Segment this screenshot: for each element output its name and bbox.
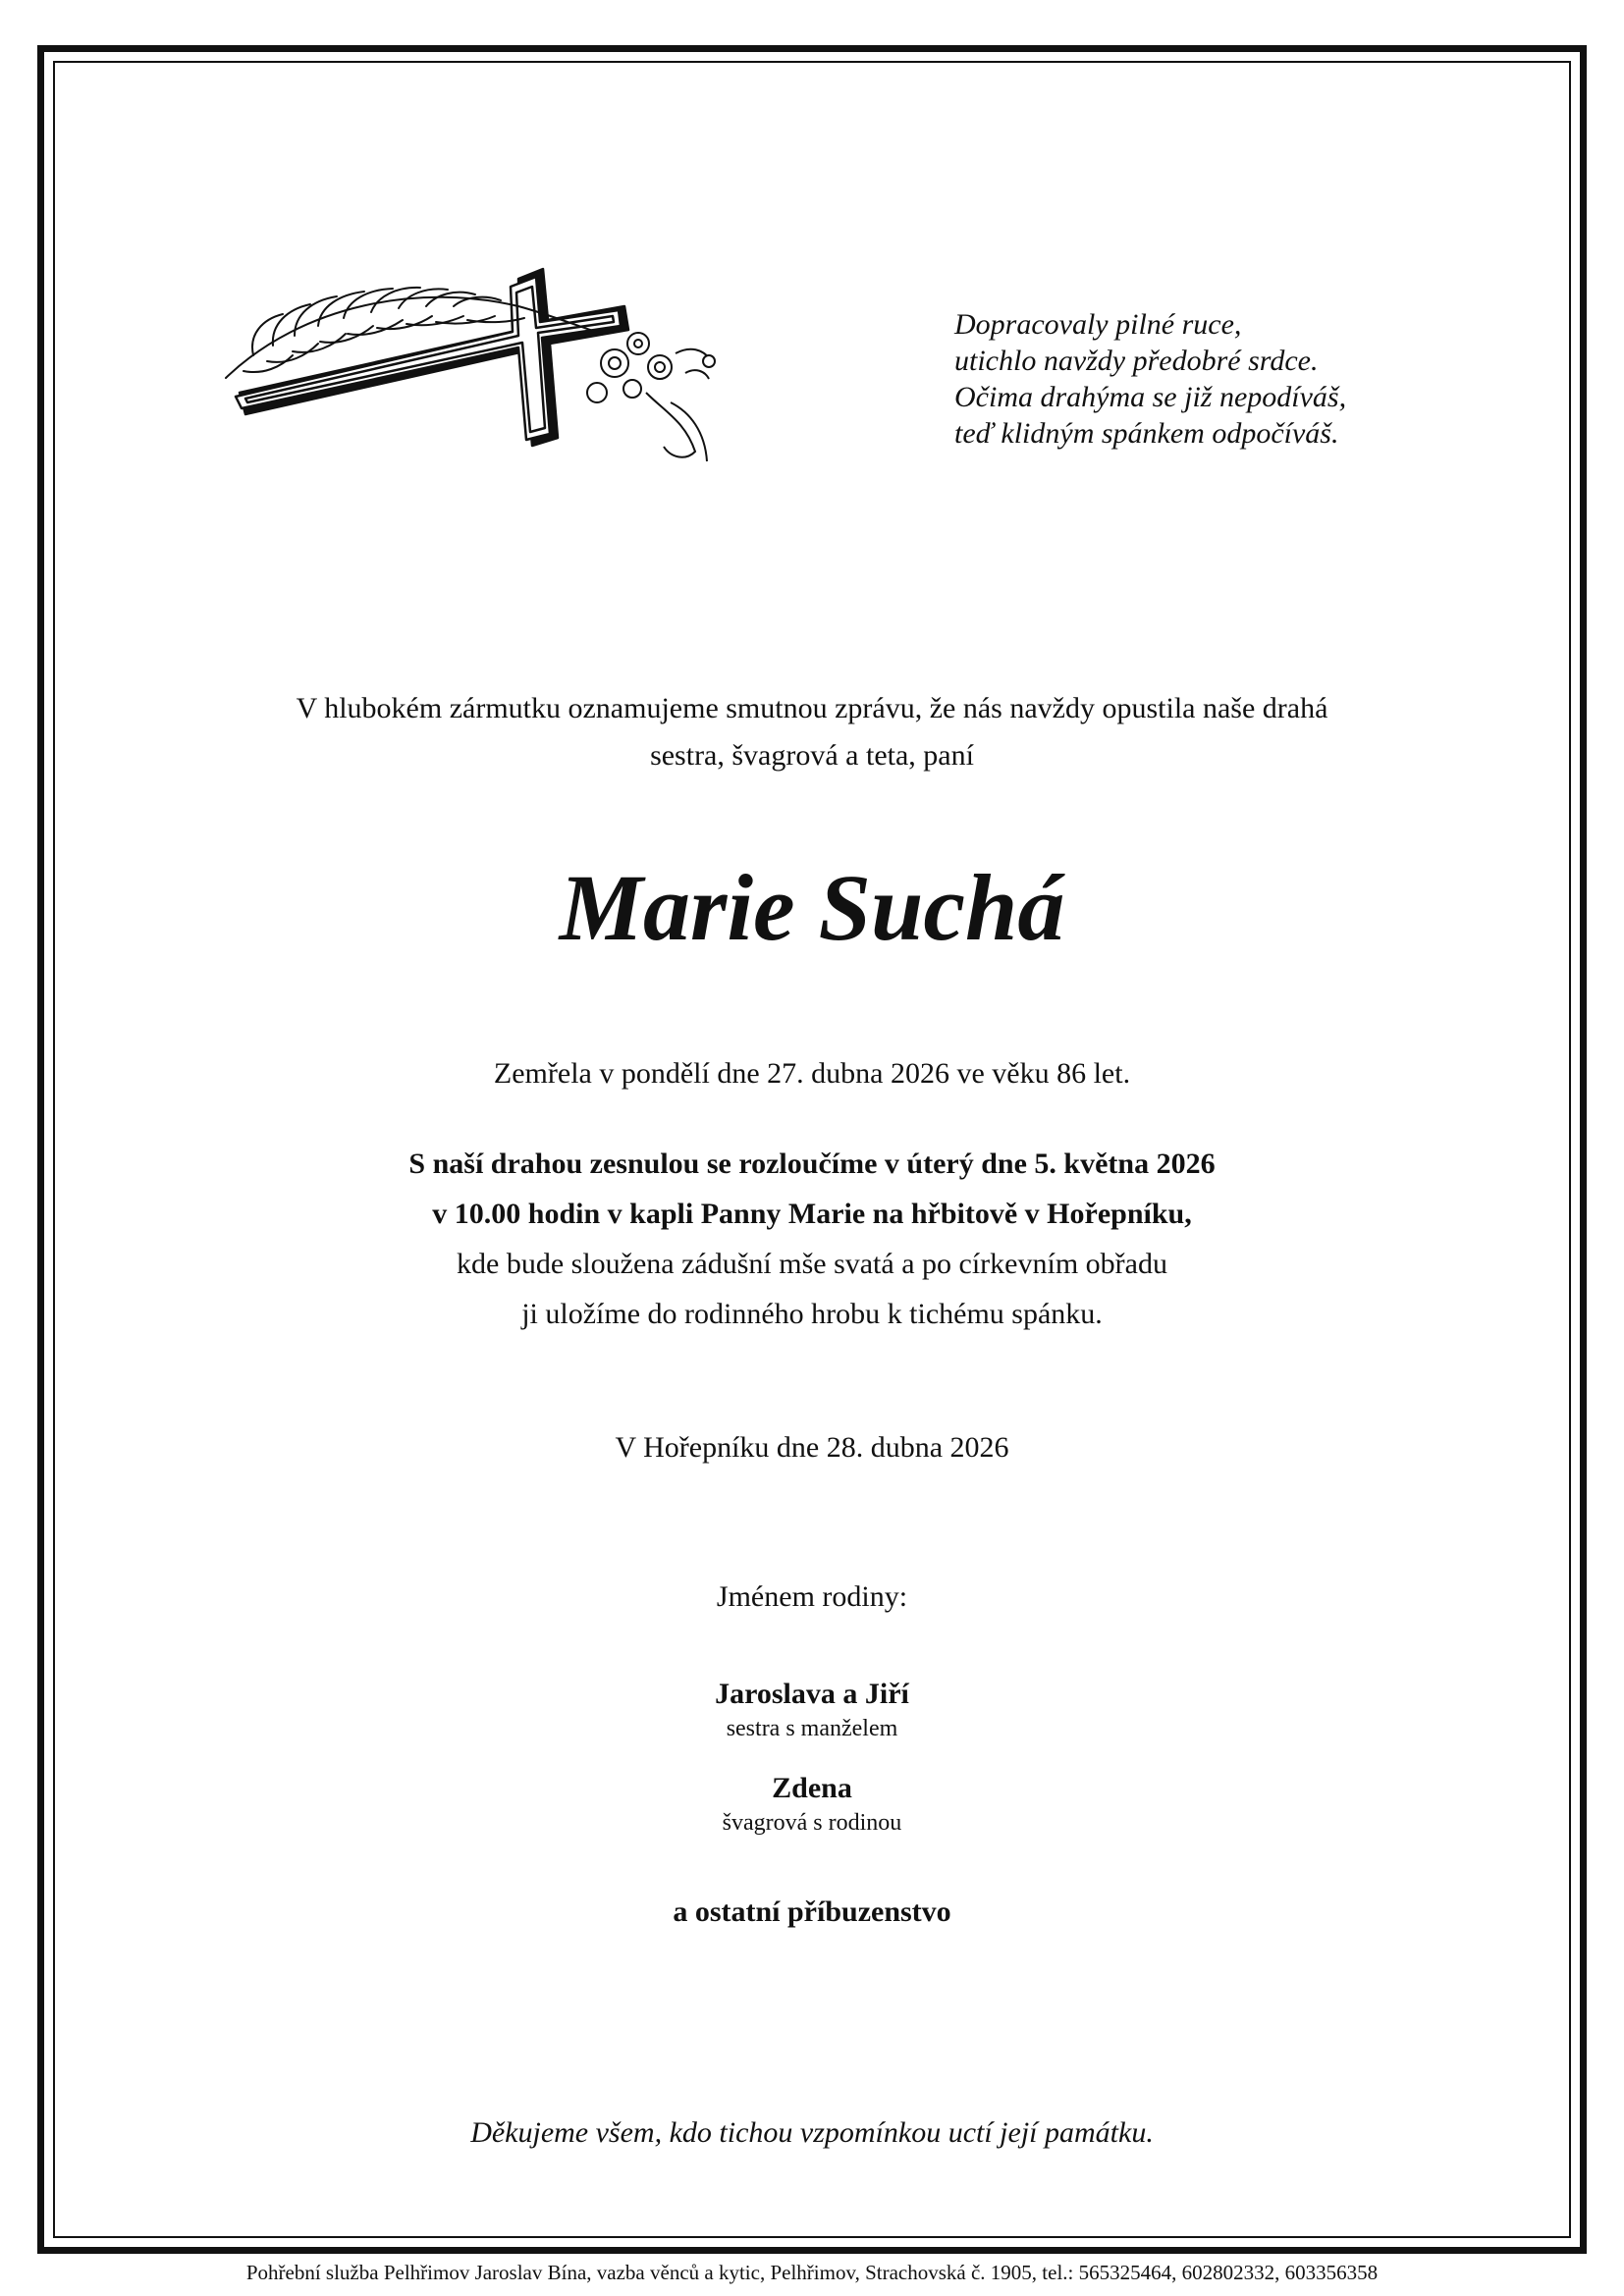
poem-line: teď klidným spánkem odpočíváš. [954,417,1339,450]
family-member-name: Zdena [772,1772,852,1804]
cross-with-palm-branch-and-flowers-icon [224,265,744,491]
thanks-line: Děkujeme všem, kdo tichou vzpomínkou uctí její památku. [470,2116,1154,2149]
announcement-line: V hlubokém zármutku oznamujeme smutnou zprávu, že nás navždy opustila naše drahá [296,692,1328,724]
family-member [59,1675,1565,1743]
family-member-relation: sestra s manželem [726,1716,898,1741]
family-member-relation: švagrová s rodinou [722,1810,902,1836]
poem-line: Očima drahýma se již nepodíváš, [954,381,1347,413]
ceremony-line: kde bude sloužena zádušní mše svatá a po církevním obřadu [457,1248,1167,1280]
family-label: Jménem rodiny: [716,1580,908,1613]
place-date: V Hořepníku dne 28. dubna 2026 [615,1431,1009,1464]
poem-line: Dopracovaly pilné ruce, [954,308,1242,341]
ceremony-line: S naší drahou zesnulou se rozloučíme v úterý dne 5. května 2026 [408,1148,1216,1180]
ceremony-info [59,1139,1565,1339]
poem [954,306,1465,452]
family-member [59,1769,1565,1838]
poem-line: utichlo navždy předobré srdce. [954,345,1319,377]
deceased-name: Marie Suchá [559,855,1065,960]
announcement-line: sestra, švagrová a teta, paní [650,739,974,772]
ceremony-line: ji uložíme do rodinného hrobu k tichému spánku. [521,1298,1103,1330]
other-relatives: a ostatní příbuzenstvo [673,1896,951,1928]
announcement [59,685,1565,779]
ceremony-line: v 10.00 hodin v kapli Panny Marie na hřbitově v Hořepníku, [432,1198,1192,1230]
family-member-name: Jaroslava a Jiří [715,1678,909,1710]
death-info: Zemřela v pondělí dne 27. dubna 2026 ve věku 86 let. [493,1057,1131,1090]
footer: Pohřební služba Pelhřimov Jaroslav Bína, vazba věnců a kytic, Pelhřimov, Strachovská č. 1905, tel.: 565325464, 602802332, 603356358 [245,2261,1379,2284]
